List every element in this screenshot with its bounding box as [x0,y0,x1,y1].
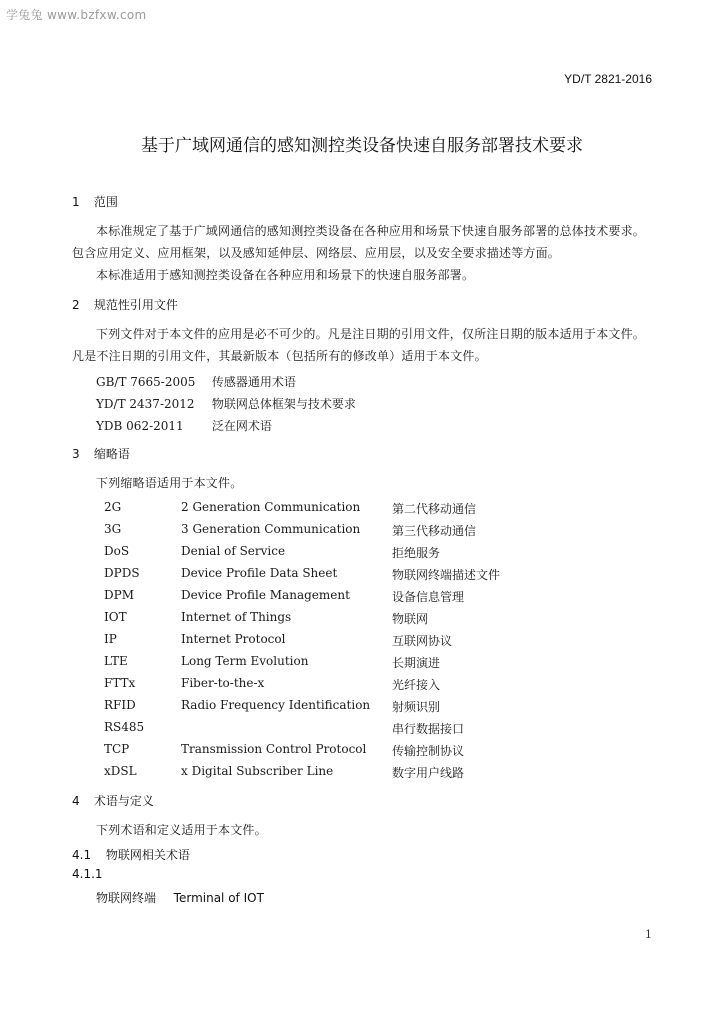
abbr-chinese: 串行数据接口 [392,722,465,736]
section-title: 范围 [93,195,118,209]
term-english: Terminal of IOT [173,891,264,905]
abbr-chinese: 传输控制协议 [392,744,465,758]
watermark: 学兔兔 www.bzfxw.com [6,8,147,22]
abbr-chinese: 长期演进 [392,656,441,670]
section-number: 1 [72,195,80,209]
abbr-code: FTTx [104,676,136,690]
abbreviation-row [0,500,724,522]
standard-code: YD/T 2821-2016 [564,72,652,86]
section-number: 3 [72,447,80,461]
abbr-chinese: 互联网协议 [392,634,453,648]
section-1-heading [72,193,118,210]
abbreviation-row [0,522,724,544]
abbr-code: 3G [104,522,122,536]
reference-item [96,417,272,434]
paragraph: 下列文件对于本文件的应用是必不可少的。凡是注日期的引用文件，仅所注日期的版本适用于本文件。凡是不注日期的引用文件，其最新版本（包括所有的修改单）适用于本文件。 [72,327,646,363]
abbr-chinese: 物联网 [392,612,429,626]
abbr-english: Internet Protocol [181,632,286,646]
abbr-english: Transmission Control Protocol [181,742,367,756]
abbr-code: 2G [104,500,122,514]
subsection-4-1-1-heading: 4.1.1 [72,867,103,881]
abbreviation-row [0,588,724,610]
subsection-4-1-heading [72,846,190,863]
subsection-number: 4.1 [72,848,92,862]
abbr-chinese: 物联网终端描述文件 [392,568,501,582]
abbr-code: DoS [104,544,130,558]
abbreviation-row [0,632,724,654]
section-number: 2 [72,298,80,312]
section-2-heading [72,296,178,313]
paragraph: 本标准适用于感知测控类设备在各种应用和场景下的快速自服务部署。 [96,268,475,282]
abbr-english: Device Profile Data Sheet [181,566,338,580]
abbr-code: xDSL [104,764,137,778]
term-chinese: 物联网终端 [96,891,157,905]
abbr-code: IP [104,632,117,646]
section-3-heading [72,445,130,462]
abbreviation-row [0,742,724,764]
section-title: 规范性引用文件 [93,298,178,312]
abbreviation-row [0,720,724,742]
abbr-code: IOT [104,610,127,624]
abbreviation-row [0,654,724,676]
abbr-english: Internet of Things [181,610,292,624]
abbr-english: x Digital Subscriber Line [181,764,334,778]
abbr-english: Denial of Service [181,544,286,558]
abbr-code: RS485 [104,720,145,734]
reference-item [96,373,296,390]
abbreviation-row [0,676,724,698]
page-number: 1 [645,928,652,941]
reference-code: YD/T 2437-2012 [96,397,195,411]
abbr-english: Device Profile Management [181,588,350,602]
abbr-chinese: 射频识别 [392,700,441,714]
abbr-english: Fiber-to-the-x [181,676,265,690]
abbr-english: Long Term Evolution [181,654,309,668]
section-number: 4 [72,794,80,808]
reference-name: 物联网总体框架与技术要求 [211,397,356,411]
abbr-english: 3 Generation Communication [181,522,361,536]
abbr-code: DPDS [104,566,140,580]
abbr-english: Radio Frequency Identification [181,698,371,712]
section-title: 术语与定义 [93,794,154,808]
abbreviation-row [0,698,724,720]
paragraph: 下列术语和定义适用于本文件。 [96,823,267,837]
abbr-code: LTE [104,654,128,668]
abbr-english: 2 Generation Communication [181,500,361,514]
abbr-chinese: 第三代移动通信 [392,524,477,538]
abbr-chinese: 光纤接入 [392,678,441,692]
reference-name: 泛在网术语 [211,419,272,433]
reference-item [96,395,356,412]
abbreviation-row [0,566,724,588]
paragraph: 下列缩略语适用于本文件。 [96,476,243,490]
abbr-chinese: 数字用户线路 [392,766,465,780]
reference-code: YDB 062-2011 [96,419,184,433]
abbreviation-row [0,610,724,632]
abbr-chinese: 设备信息管理 [392,590,465,604]
abbreviation-row [0,544,724,566]
abbr-code: TCP [104,742,130,756]
section-title: 缩略语 [93,447,130,461]
abbr-chinese: 第二代移动通信 [392,502,477,516]
document-title: 基于广域网通信的感知测控类设备快速自服务部署技术要求 [141,136,583,156]
term-entry [96,889,264,906]
abbreviation-row [0,764,724,786]
abbr-chinese: 拒绝服务 [392,546,441,560]
reference-code: GB/T 7665-2005 [96,375,196,389]
subsection-title: 物联网相关术语 [105,848,190,862]
paragraph: 本标准规定了基于广域网通信的感知测控类设备在各种应用和场景下快速自服务部署的总体技术要求。包含应用定义、应用框架，以及感知延伸层、网络层、应用层，以及安全要求描述等方面。 [72,224,646,260]
abbr-code: RFID [104,698,136,712]
section-4-heading [72,792,154,809]
reference-name: 传感器通用术语 [211,375,296,389]
abbr-code: DPM [104,588,134,602]
